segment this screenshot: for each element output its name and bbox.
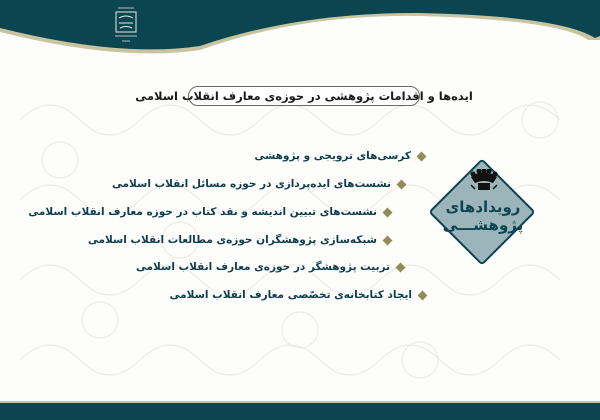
diamond-bullet-icon — [383, 207, 393, 217]
list-item: نشست‌های تبیین اندیشه و نقد کتاب در حوزه معارف انقلاب اسلامی — [28, 206, 391, 218]
header-banner — [0, 0, 600, 70]
diamond-bullet-icon — [397, 179, 407, 189]
badge-title-line1: رویدادهای — [445, 198, 521, 216]
list-item: کرسی‌های ترویجی و پژوهشی — [254, 150, 425, 162]
institute-logo — [112, 4, 140, 48]
list-item: تربیت پژوهشگر در حوزه‌ی معارف انقلاب اسلامی — [136, 261, 404, 273]
diamond-bullet-icon — [383, 235, 393, 245]
footer-bar — [0, 403, 600, 420]
conference-table-icon — [467, 169, 501, 191]
diamond-bullet-icon — [418, 290, 428, 300]
diamond-bullet-icon — [396, 262, 406, 272]
badge-title-line2: پژوهشـــی — [442, 216, 524, 234]
diamond-bullet-icon — [417, 151, 427, 161]
page-title: ایده‌ها و اقدامات پژوهشی در حوزه‌ی معارف انقلاب اسلامی — [135, 89, 473, 103]
list-item: شبکه‌سازی پژوهشگران حوزه‌ی مطالعات انقلاب اسلامی — [88, 234, 391, 246]
title-banner — [135, 86, 473, 106]
list-item: نشست‌های ایده‌پردازی در حوزه مسائل انقلاب اسلامی — [112, 178, 405, 190]
research-events-badge — [430, 160, 536, 266]
list-item: ایجاد کتابخانه‌ی تخصّصی معارف انقلاب اسلامی — [169, 289, 426, 301]
